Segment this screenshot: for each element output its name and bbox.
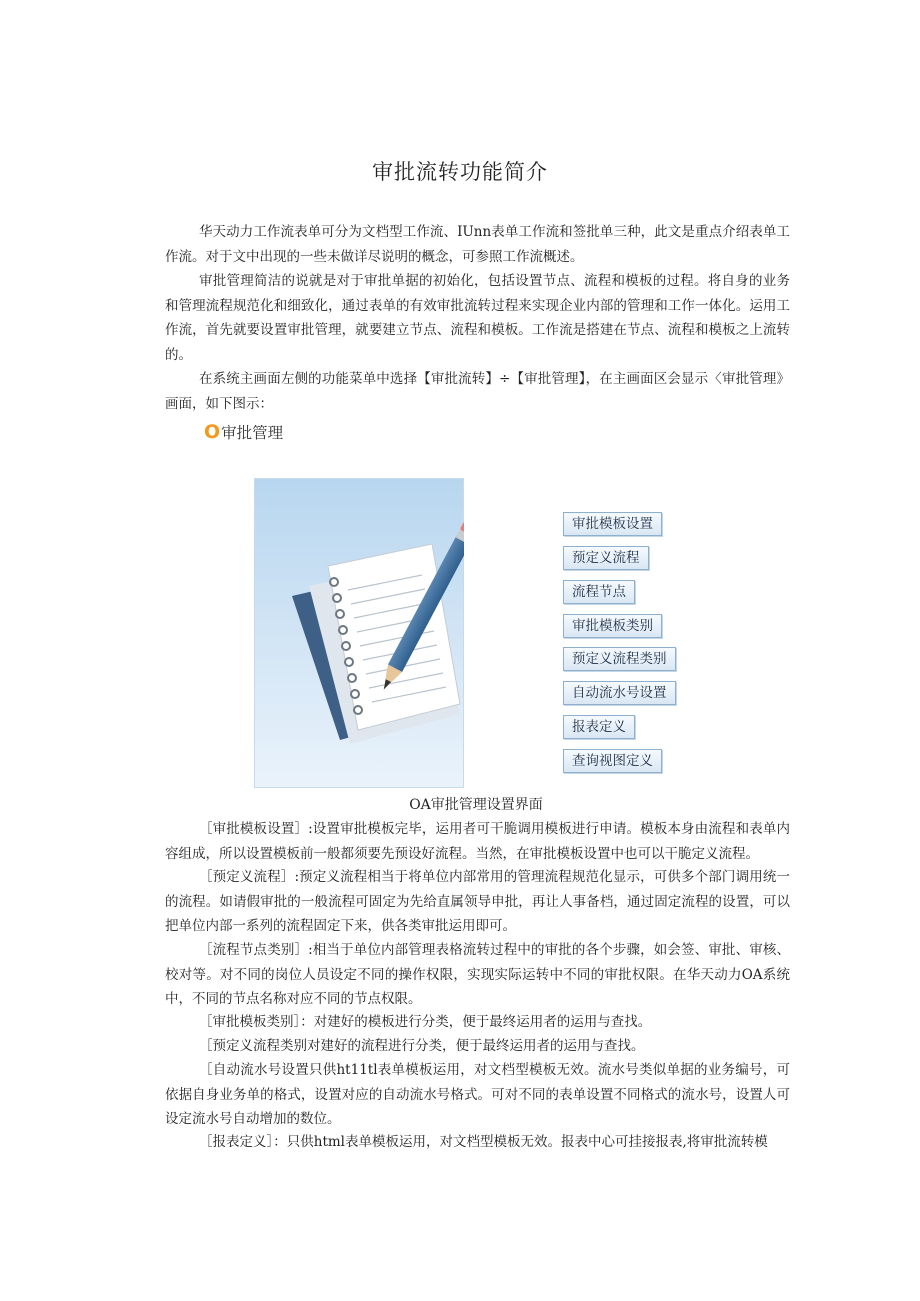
detail-node-category: ［流程节点类别］:相当于单位内部管理表格流转过程中的审批的各个步骤，如会签、审批、审核、校对等。对不同的岗位人员设定不同的操作权限，实现实际运转中不同的审批权限。在华天动力OA系统中，不同的节点名称对应不同的节点权限。: [165, 942, 790, 1007]
notepad-pencil-illustration: [254, 478, 464, 788]
intro-paragraph-1: 华天动力工作流表单可分为文档型工作流、IUnn表单工作流和签批单三种，此文是重点介绍表单工作流。对于文中出现的一些未做详尽说明的概念，可参照工作流概述。: [165, 224, 790, 265]
detail-template-category: ［审批模板类别］：对建好的模板进行分类，便于最终运用者的运用与查找。: [199, 1014, 652, 1030]
detail-template-settings: ［审批模板设置］:设置审批模板完毕，运用者可干脆调用模板进行申请。模板本身由流程和表单内容组成，所以设置模板前一般都须要先预设好流程。当然，在审批模板设置中也可以干脆定义流程。: [165, 821, 790, 862]
report-definition-button[interactable]: 报表定义: [563, 715, 635, 739]
figure-caption: OA审批管理设置界面: [409, 797, 543, 813]
bullet-o-icon: O: [204, 421, 221, 443]
detail-report-definition: ［报表定义］：只供html表单模板运用，对文档型模板无效。报表中心可挂接报表,将审批流转模: [199, 1134, 768, 1150]
section-heading: [204, 421, 283, 443]
auto-serial-number-button[interactable]: 自动流水号设置: [563, 681, 676, 705]
flow-node-button[interactable]: 流程节点: [563, 580, 635, 604]
template-category-button[interactable]: 审批模板类别: [563, 614, 662, 638]
page-title: 审批流转功能简介: [372, 160, 548, 184]
intro-paragraph-2: 审批管理简洁的说就是对于审批单据的初始化，包括设置节点、流程和模板的过程。将自身的业务和管理流程规范化和细致化，通过表单的有效审批流转过程来实现企业内部的管理和工作一体化。运用工作流，首先就要设置审批管理，就要建立节点、流程和模板。工作流是搭建在节点、流程和模板之上流转的。: [165, 273, 790, 363]
predefined-flow-button[interactable]: 预定义流程: [563, 546, 649, 570]
query-view-definition-button[interactable]: 查询视图定义: [563, 749, 662, 773]
predefined-flow-category-button[interactable]: 预定义流程类别: [563, 647, 676, 671]
template-settings-button[interactable]: 审批模板设置: [563, 512, 662, 536]
detail-flow-category: ［预定义流程类别对建好的流程进行分类，便于最终运用者的运用与查找。: [199, 1038, 645, 1054]
section-label: 审批管理: [221, 424, 284, 442]
intro-paragraph-3: 在系统主画面左侧的功能菜单中选择【审批流转】÷【审批管理】，在主画面区会显示〈审批管理》画面，如下图示：: [165, 371, 790, 412]
detail-auto-serial: ［自动流水号设置只供ht11tl表单模板运用，对文档型模板无效。流水号类似单据的业务编号，可依据自身业务单的格式，设置对应的自动流水号格式。可对不同的表单设置不同格式的流水号，设置人可设定流水号自动增加的数位。: [165, 1062, 790, 1127]
detail-predefined-flow: ［预定义流程］:预定义流程相当于将单位内部常用的管理流程规范化显示，可供多个部门调用统一的流程。如请假审批的一般流程可固定为先给直属领导申批，再让人事备档，通过固定流程的设置，可以把单位内部一系列的流程固定下来，供各类审批运用即可。: [165, 869, 790, 934]
